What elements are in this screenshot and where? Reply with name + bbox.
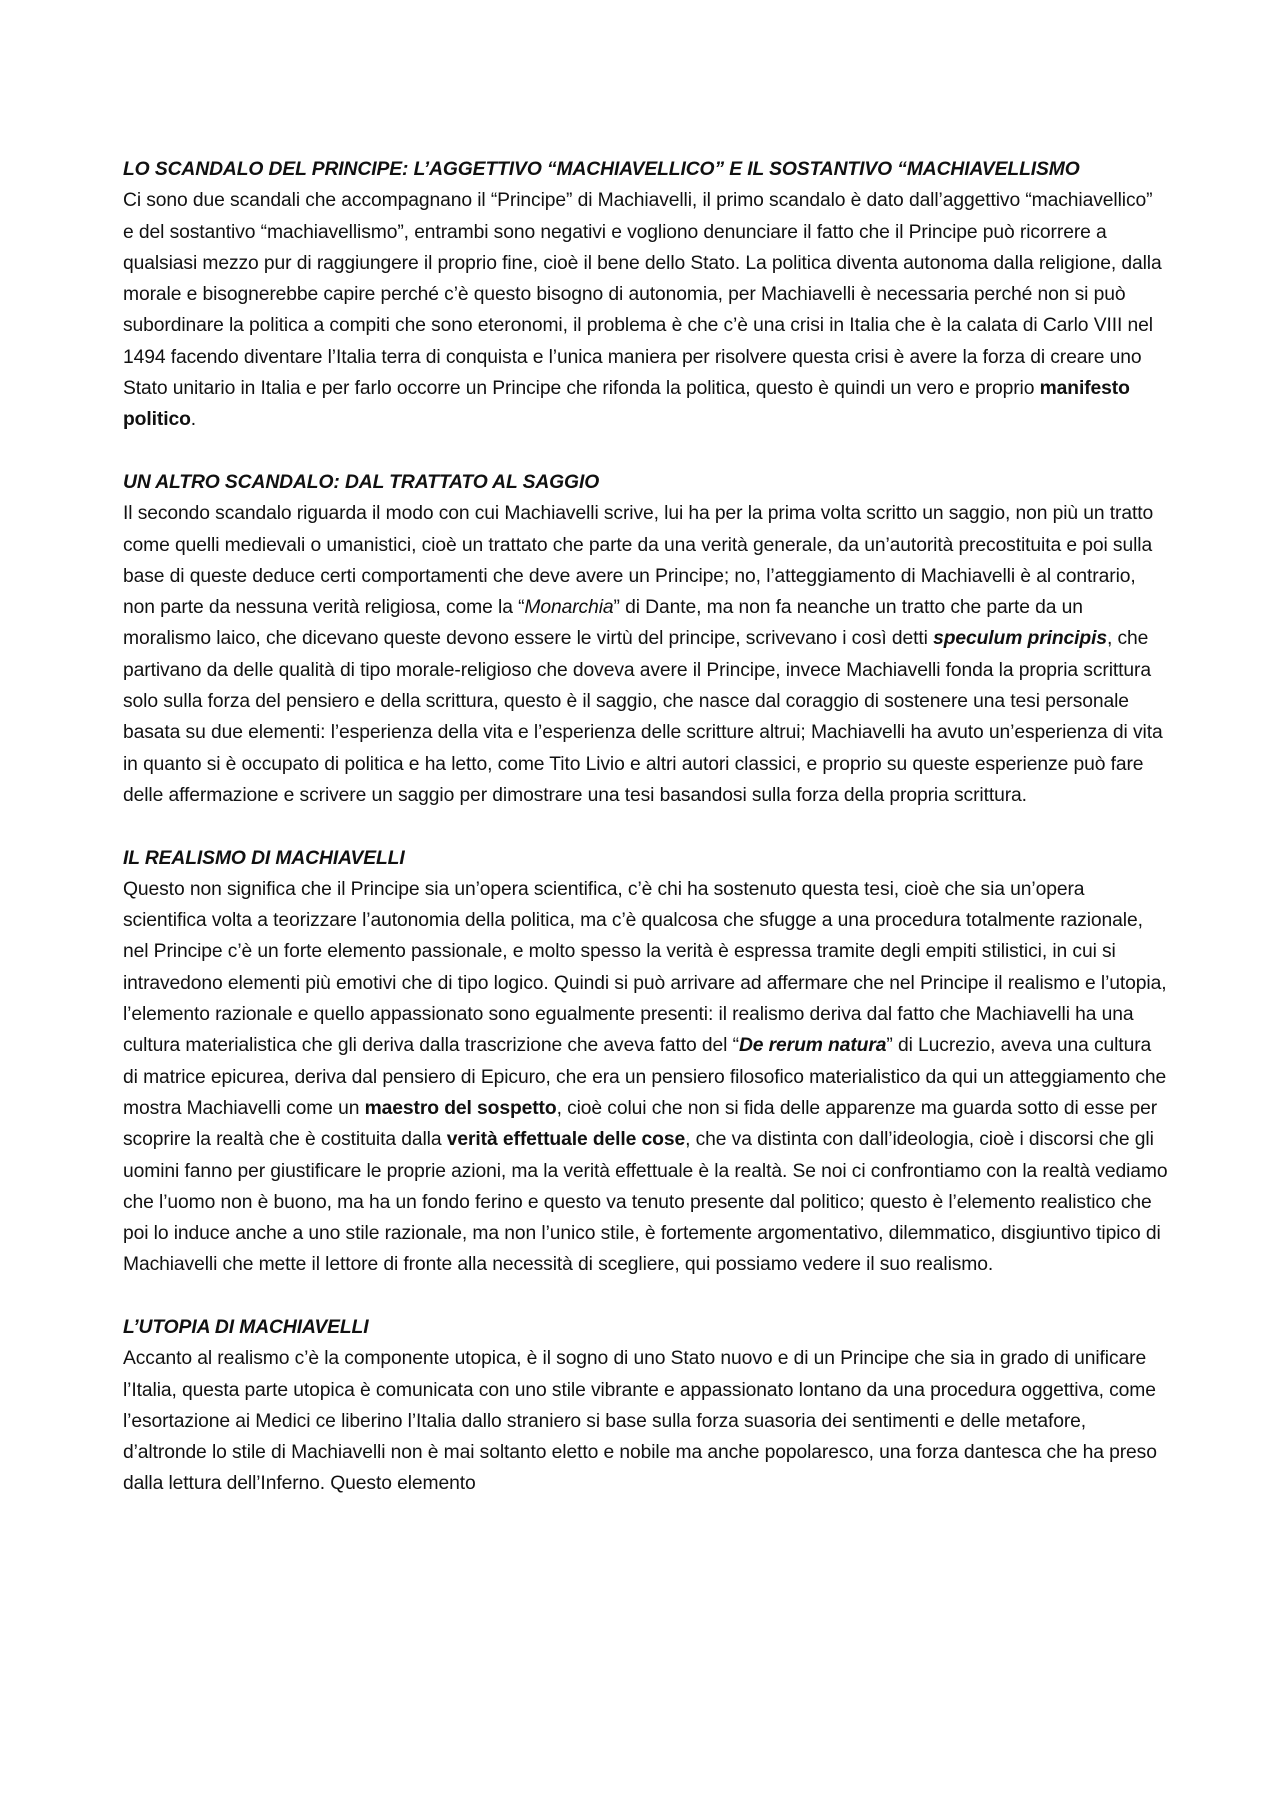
section-heading: LO SCANDALO DEL PRINCIPE: L’AGGETTIVO “MACHIAVELLICO” E IL SOSTANTIVO “MACHIAVELLISMO (123, 159, 1080, 180)
bold-term: maestro del sospetto (364, 1097, 557, 1119)
bold-term: verità effettuale delle cose (446, 1129, 686, 1151)
paragraph-text: ” di Lucrezio, aveva una cultura di matrice epicurea, deriva dal pensiero di Epicuro, che era un pensiero filosofico materialistico da qui un atteggiamento che mostra Machiavelli come un (123, 1035, 1167, 1119)
section-realismo (123, 843, 1168, 1281)
bold-term: manifesto politico (123, 378, 1130, 431)
paragraph-text: Accanto al realismo c’è la componente utopica, è il sogno di uno Stato nuovo e di un Principe che sia in grado di unificare l’Italia, questa parte utopica è comunicata con uno stile vibrante e appassionato lontano da una procedura oggettiva, come l’esortazione ai Medici ce liberino l’Italia dallo straniero si base sulla forza suasoria dei sentimenti e delle metafore, d’altronde lo stile di Machiavelli non è mai soltanto eletto e nobile ma anche popolaresco, una forza dantesca che ha preso dalla lettura dell’Inferno. Questo elemento (123, 1348, 1157, 1495)
paragraph-text: , cioè colui che non si fida delle apparenze ma guarda sotto di esse per scoprire la realtà che è costituita dalla (123, 1097, 1158, 1151)
section-paragraph (123, 498, 1168, 811)
bold-italic-term: speculum principis (933, 628, 1107, 650)
section-heading: UN ALTRO SCANDALO: DAL TRATTATO AL SAGGIO (123, 471, 600, 493)
section-paragraph (123, 874, 1168, 1281)
paragraph-text: Il secondo scandalo riguarda il modo con cui Machiavelli scrive, lui ha per la prima volta scritto un saggio, non più un tratto come quelli medievali o umanistici, cioè un trattato che parte da una verità generale, da un’autorità precostituita e poi sulla base di queste deduce certi comportamenti che deve avere un Principe; no, l’atteggiamento di Machiavelli è al contrario, non parte da nessuna verità religiosa, come la “ (123, 503, 1154, 619)
paragraph-text: ” di Dante, ma non fa neanche un tratto che parte da un moralismo laico, che dicevano queste devono essere le virtù del principe, scrivevano i così detti (123, 597, 1083, 650)
section-utopia (123, 1312, 1168, 1500)
paragraph-text: . (190, 409, 197, 431)
document-page (123, 154, 1168, 1531)
section-scandalo-principe (123, 154, 1168, 436)
paragraph-text: , che partivano da delle qualità di tipo morale-religioso che doveva avere il Principe, invece Machiavelli fonda la propria scrittura solo sulla forza del pensiero e della scrittura, questo è il saggio, che nasce dal coraggio di sostenere una tesi personale basata su due elementi: l’esperienza della vita e l’esperienza delle scritture altrui; Machiavelli ha avuto un’esperienza di vita in quanto si è occupato di politica e ha letto, come Tito Livio e altri autori classici, e proprio su queste esperienze può fare delle affermazione e scrivere un saggio per dimostrare una tesi basandosi sulla forza della propria scrittura. (123, 628, 1163, 806)
section-altro-scandalo (123, 467, 1168, 811)
paragraph-text: , che va distinta con dall’ideologia, cioè i discorsi che gli uomini fanno per giustificare le proprie azioni, ma la verità effettuale è la realtà. Se noi ci confrontiamo con la realtà vediamo che l’uomo non è buono, ma ha un fondo ferino e questo va tenuto presente dal politico; questo è l’elemento realistico che poi lo induce anche a uno stile razionale, ma non l’unico stile, è fortemente argomentativo, dilemmatico, disgiuntivo tipico di Machiavelli che mette il lettore di fronte alla necessità di scegliere, qui possiamo vedere il suo realismo. (123, 1129, 1168, 1276)
section-heading: IL REALISMO DI MACHIAVELLI (123, 847, 405, 869)
italic-title: Monarchia (524, 597, 614, 619)
paragraph-text: Questo non significa che il Principe sia un’opera scientifica, c’è chi ha sostenuto questa tesi, cioè che sia un’opera scientifica volta a teorizzare l’autonomia della politica, ma c’è qualcosa che sfugge a una procedura totalmente razionale, nel Principe c’è un forte elemento passionale, e molto spesso la verità è espressa tramite degli empiti stilistici, in cui si intravedono elementi più emotivi che di tipo logico. Quindi si può arrivare ad affermare che nel Principe il realismo e l’utopia, l’elemento razionale e quello appassionato sono egualmente presenti: il realismo deriva dal fatto che Machiavelli ha una cultura materialistica che gli deriva dalla trascrizione che aveva fatto del “ (123, 878, 1167, 1057)
paragraph-text: Ci sono due scandali che accompagnano il “Principe” di Machiavelli, il primo scandalo è dato dall’aggettivo “machiavellico” e del sostantivo “machiavellismo”, entrambi sono negativi e vogliono denunciare il fatto che il Principe può ricorrere a qualsiasi mezzo pur di raggiungere il proprio fine, cioè il bene dello Stato. La politica diventa autonoma dalla religione, dalla morale e bisognerebbe capire perché c’è questo bisogno di autonomia, per Machiavelli è necessaria perché non si può subordinare la politica a compiti che sono eteronomi, il problema è che c’è una crisi in Italia che è la calata di Carlo VIII nel 1494 facendo diventare l’Italia terra di conquista e l’unica maniera per risolvere questa crisi è avere la forza di creare uno Stato unitario in Italia e per farlo occorre un Principe che rifonda la politica, questo è quindi un vero e proprio (123, 190, 1162, 400)
bold-italic-title: De rerum natura (738, 1035, 887, 1057)
section-heading: L’UTOPIA DI MACHIAVELLI (123, 1316, 369, 1338)
section-paragraph (123, 1343, 1168, 1499)
section-paragraph (123, 185, 1168, 435)
